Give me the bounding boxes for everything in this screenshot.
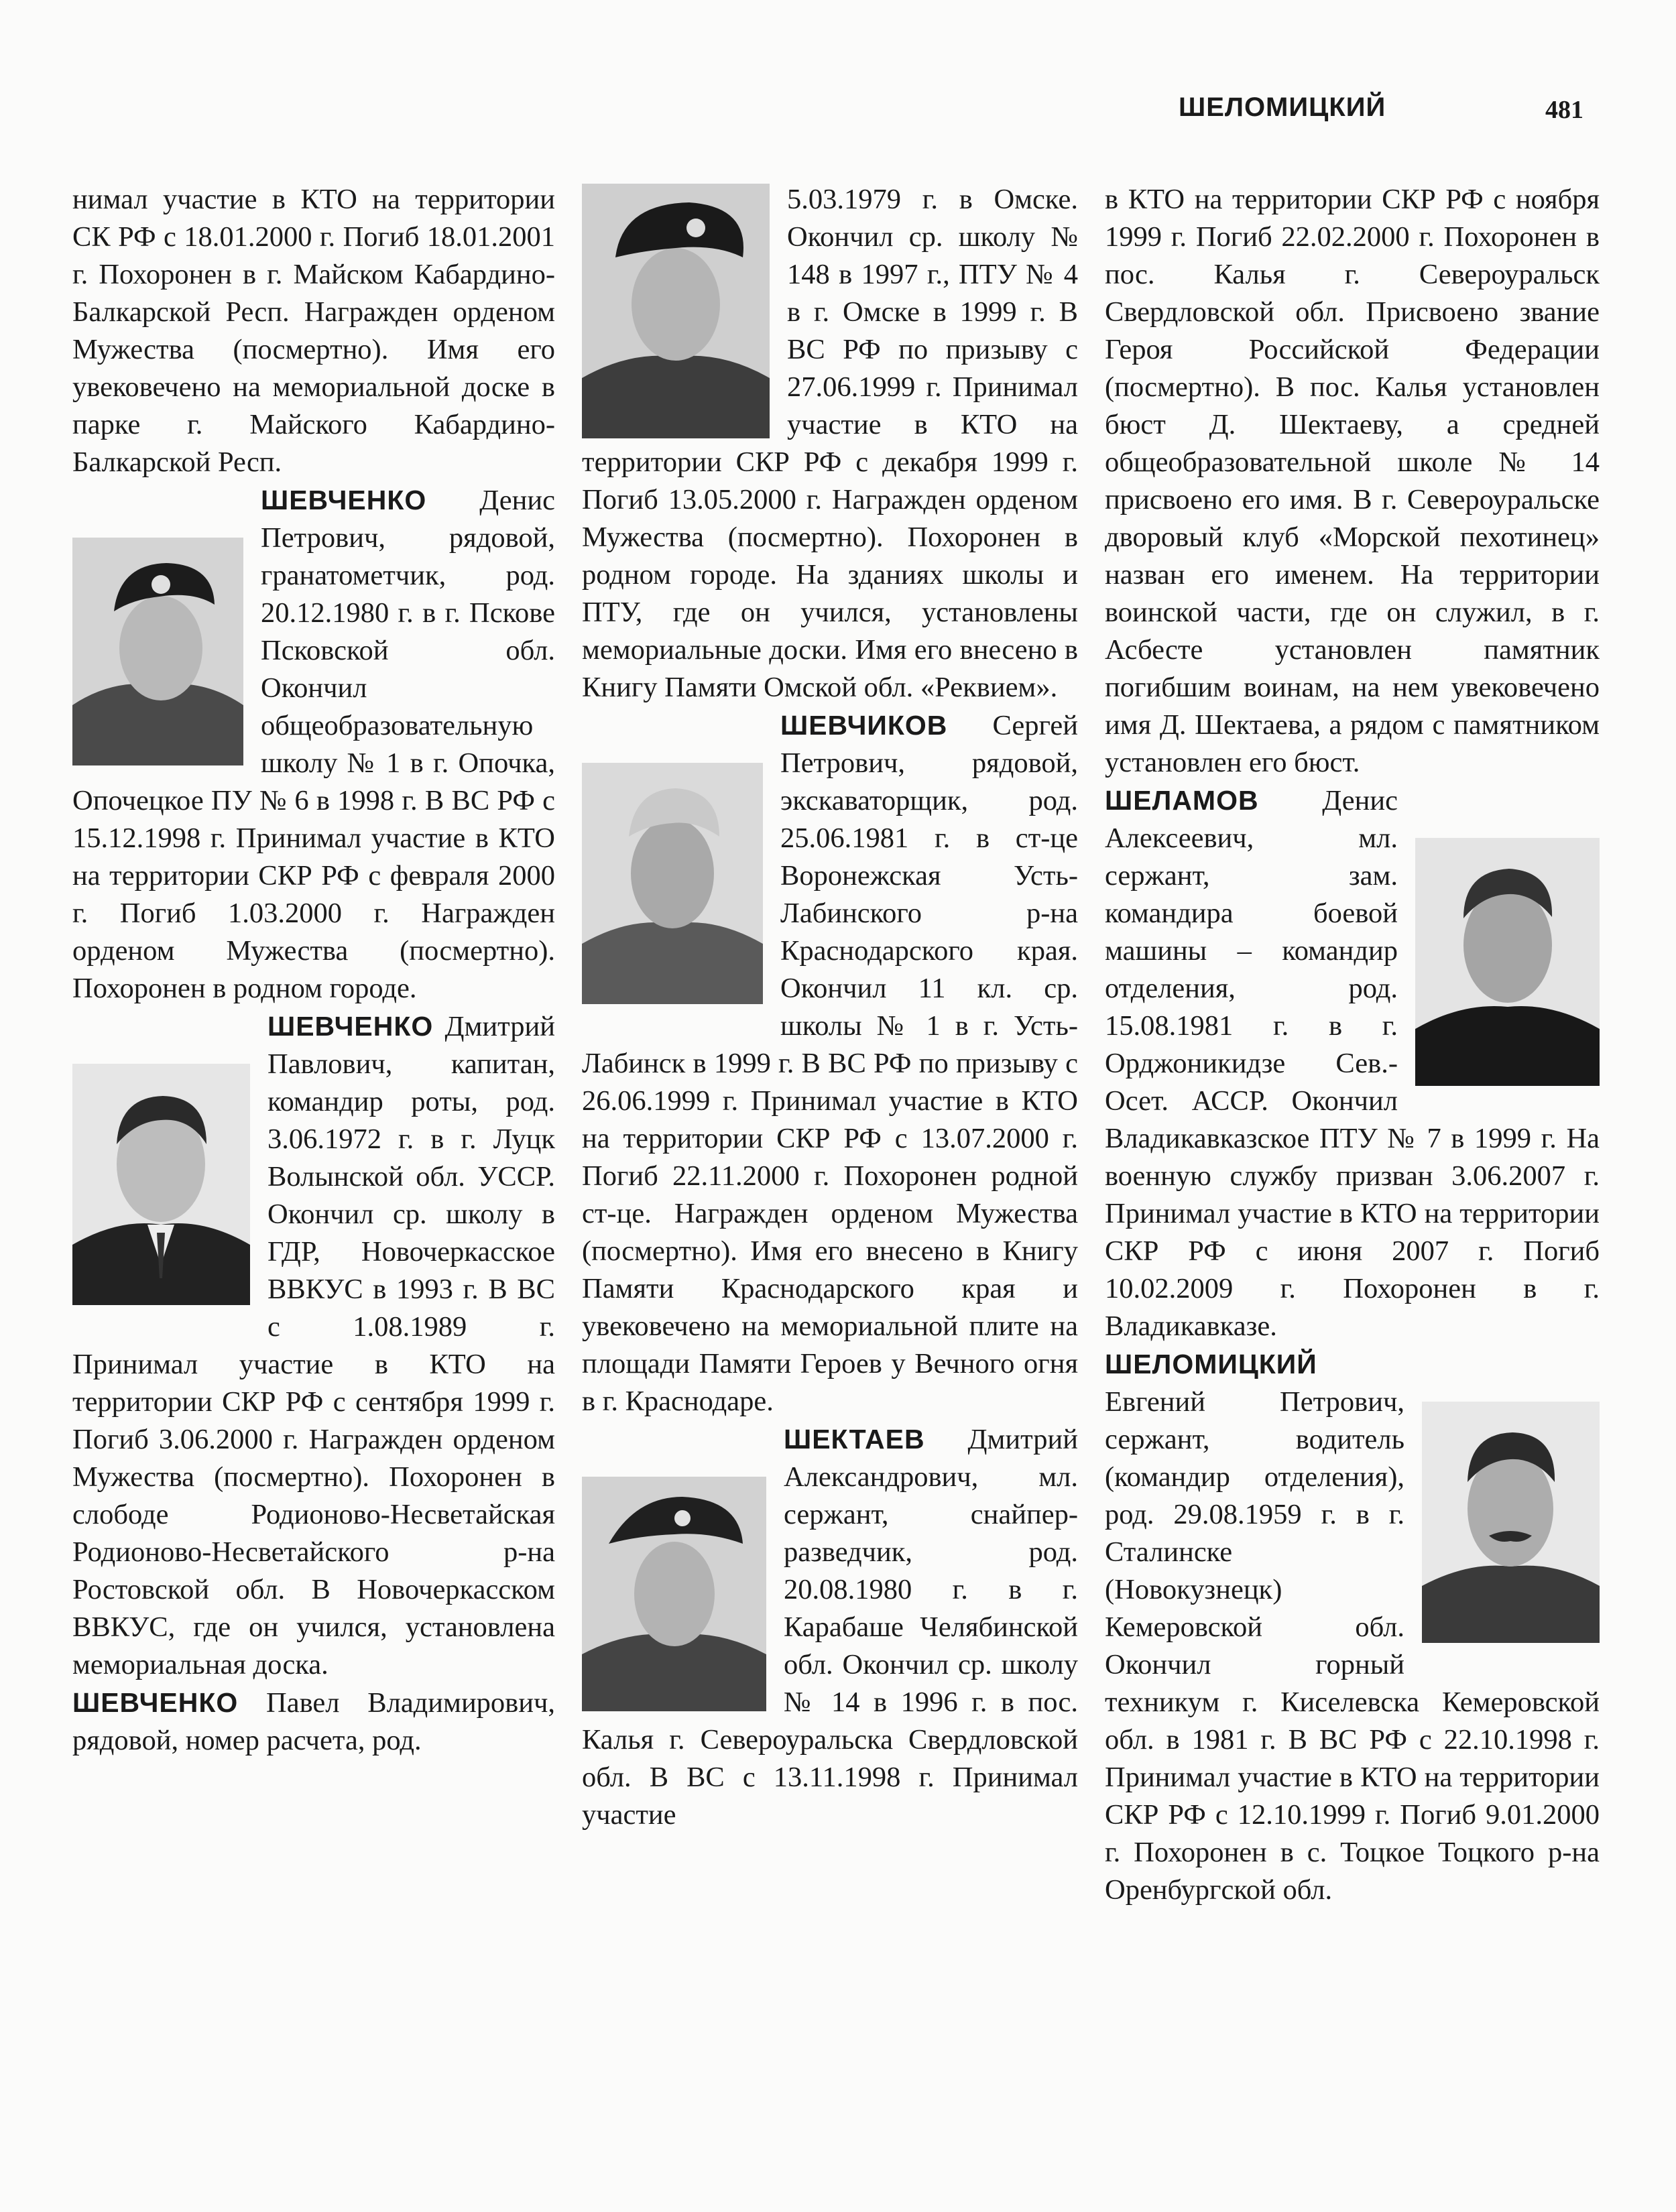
entry-shevchenko-pavel [72, 1684, 555, 1760]
entry-text: Дмитрий Павлович, капитан, командир роты, род. 3.06.1972 г. в г. Луцк Волынской обл. УССР. Окончил ср. школу в ГДР, Новочеркасское ВВКУС в 1993 г. В ВС с 1.08.1989 г. Принимал участие в КТО на территории СКР РФ с сентября 1999 г. Погиб 3.06.2000 г. Награжден орденом Мужества (посмертно). Похоронен в слободе Родионово-Несветайская Родионово-Несветайского р-на Ростовской обл. В Новочеркасском ВВКУС, где он учился, установлена мемориальная доска. [72, 1011, 555, 1680]
entry-text: Денис Петрович, рядовой, гранатометчик, род. 20.12.1980 г. в г. Пскове Псковской обл. Окончил общеобразовательную школу № 1 в г. Опочка, Опочецкое ПУ № 6 в 1998 г. В ВС РФ с 15.12.1998 г. Принимал участие в КТО на территории СКР РФ с февраля 2000 г. Погиб 1.03.2000 г. Награжден орденом Мужества (посмертно). Похоронен в родном городе. [72, 485, 555, 1004]
entry-shelamov [1105, 782, 1600, 1345]
column-2 [582, 181, 1078, 2165]
entry-text: Сергей Петрович, рядовой, экскаваторщик, род. 25.06.1981 г. в ст-це Воронежская Усть-Лабинского р-на Краснодарского края. Окончил 11 кл. ср. школы № 1 в г. Усть-Лабинск в 1999 г. В ВС РФ по призыву с 26.06.1999 г. Принимал участие в КТО на территории СКР РФ с 13.07.2000 г. Погиб 22.11.2000 г. Похоронен родной ст-це. Награжден орденом Мужества (посмертно). Имя его внесено в Книгу Памяти Краснодарского края и увековечено на мемориальной плите на площади Памяти Героев у Вечного огня в г. Краснодаре. [582, 710, 1078, 1417]
entry-continuation [72, 181, 555, 481]
portrait-photo [72, 1064, 250, 1305]
entry-text: в КТО на территории СКР РФ с ноября 1999 г. Погиб 22.02.2000 г. Похоронен в пос. Калья г. Североуральск Свердловской обл. Присвоено звание Героя Российской Федерации (посмертно). В пос. Калья установлен бюст Д. Шектаеву, а средней общеобразовательной школе № 14 присвоено его имя. В г. Североуральске дворовый клуб «Морской пехотинец» назван его именем. На территории воинской части, где он служил, в г. Асбесте установлен памятник погибшим воинам, на нем увековечено имя Д. Шектаева, а рядом с памятником установлен его бюст. [1105, 184, 1600, 778]
entry-shevchenko-dmitry [72, 1007, 555, 1684]
entry-text: Евгений Петрович, сержант, водитель (командир отделения), род. 29.08.1959 г. в г. Сталинске (Новокузнецк) Кемеровской обл. Окончил горный техникум г. Киселевска Кемеровской обл. в 1981 г. В ВС РФ с 22.10.1998 г. Принимал участие в КТО на территории СКР РФ с 12.10.1999 г. Погиб 9.01.2000 г. Похоронен в с. Тоцкое Тоцкого р-на Оренбургской обл. [1105, 1386, 1600, 1906]
entry-shevchikov [582, 706, 1078, 1420]
entry-shevchenko-denis [72, 481, 555, 1007]
entry-surname: ШЕВЧЕНКО [72, 1687, 239, 1718]
column-3 [1105, 181, 1600, 2165]
portrait-photo [582, 184, 770, 438]
entry-text: Павел Владимирович, рядовой, номер расчета, род. [72, 1687, 555, 1756]
entry-shelomitsky [1105, 1345, 1600, 1909]
entry-surname: ШЕКТАЕВ [784, 1424, 925, 1455]
page-number: 481 [1545, 96, 1583, 124]
portrait-photo [1422, 1402, 1600, 1643]
running-title: ШЕЛОМИЦКИЙ [1179, 93, 1386, 122]
entry-text: нимал участие в КТО на территории СК РФ с 18.01.2000 г. Погиб 18.01.2001 г. Похоронен в г. Майском Кабардино-Балкарской Респ. Награжден орденом Мужества (посмертно). Имя его увековечено на мемориальной доске в парке г. Майского Кабардино-Балкарской Респ. [72, 184, 555, 478]
entry-surname: ШЕЛОМИЦКИЙ [1105, 1349, 1317, 1379]
entry-continuation [582, 181, 1078, 706]
entry-shektaev [582, 1420, 1078, 1834]
portrait-photo [582, 1477, 766, 1711]
entry-surname: ШЕВЧЕНКО [261, 485, 427, 515]
column-1 [72, 181, 555, 2165]
portrait-photo [72, 538, 243, 765]
entry-surname: ШЕВЧИКОВ [780, 710, 948, 741]
entry-text: 5.03.1979 г. в Омске. Окончил ср. школу № 148 в 1997 г., ПТУ № 4 в г. Омске в 1999 г. В ВС РФ по призыву с 27.06.1999 г. Принимал участие в КТО на территории СКР РФ с декабря 1999 г. Погиб 13.05.2000 г. Награжден орденом Мужества (посмертно). Похоронен в родном городе. На зданиях школы и ПТУ, где он учился, установлены мемориальные доски. Имя его внесено в Книгу Памяти Омской обл. «Реквием». [582, 184, 1078, 703]
entry-surname: ШЕЛАМОВ [1105, 785, 1259, 816]
portrait-photo [582, 763, 763, 1004]
portrait-photo [1415, 838, 1600, 1086]
entry-continuation [1105, 181, 1600, 782]
entry-text: Денис Алексеевич, мл. сержант, зам. командира боевой машины – командир отделения, род. 15.08.1981 г. в г. Орджоникидзе Сев.-Осет. АССР. Окончил Владикавказское ПТУ № 7 в 1999 г. На военную службу призван 3.06.2007 г. Принимал участие в КТО на территории СКР РФ с июня 2007 г. Погиб 10.02.2009 г. Похоронен в г. Владикавказе. [1105, 785, 1600, 1342]
entry-surname: ШЕВЧЕНКО [267, 1011, 434, 1042]
entry-text: Дмитрий Александрович, мл. сержант, снайпер-разведчик, род. 20.08.1980 г. в г. Карабаше Челябинской обл. Окончил ср. школу № 14 в 1996 г. в пос. Калья г. Североуральска Свердловской обл. В ВС с 13.11.1998 г. Принимал участие [582, 1424, 1078, 1831]
